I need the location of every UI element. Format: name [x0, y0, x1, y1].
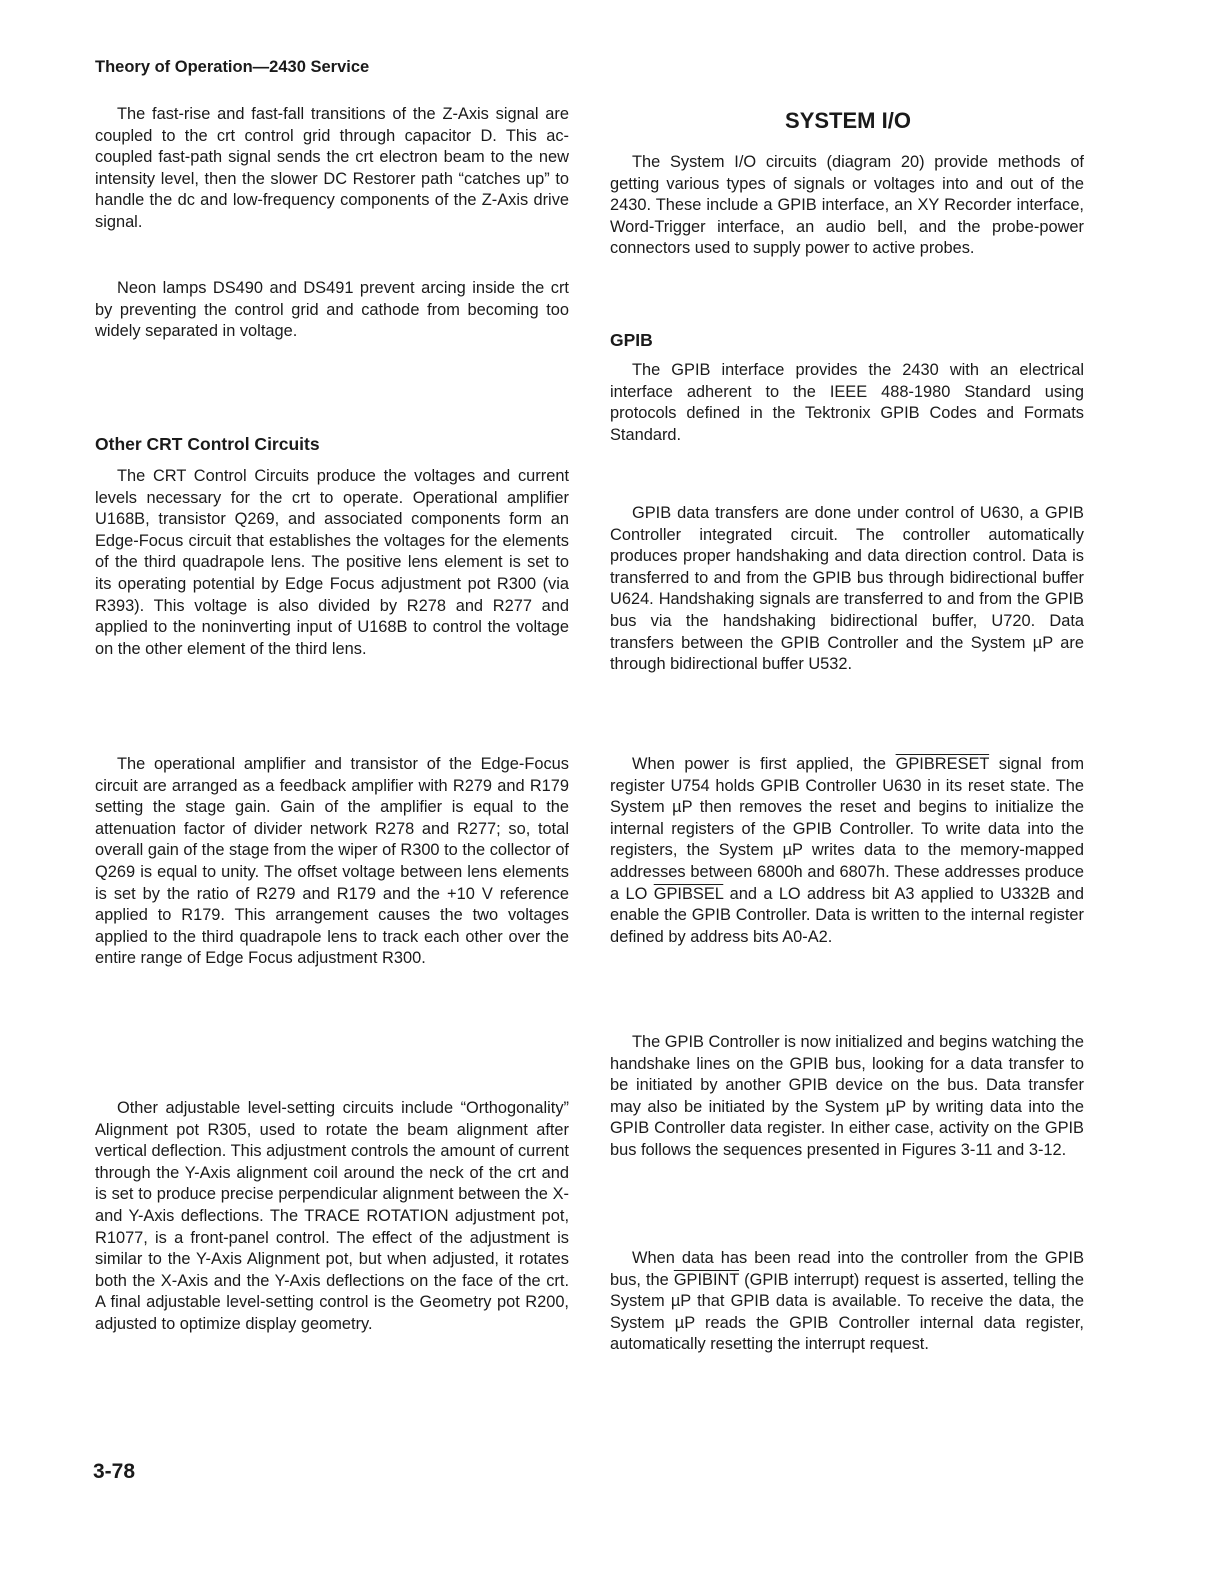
- paragraph-controller-initialized: The GPIB Controller is now initialized and begins watching the handshake lines on the GPIB bus, looking for a data transfer to be initiated by another GPIB device on the bus. Data transfer may also be initiated by the System µP by writing data into the GPIB Controller data register. In either case, activity on the GPIB bus follows the sequences presented in Figures 3-11 and 3-12.: [610, 1033, 1084, 1159]
- paragraph-gpib-transfers: GPIB data transfers are done under control of U630, a GPIB Controller integrated circuit. The controller automatically produces proper handshaking and data direction control. Data is transferred to and from the GPIB bus through bidirectional buffer U624. Handshaking signals are transferred to and from the GPIB bus via the handshaking bidirectional buffer, U720. Data transfers between the GPIB Controller and the System µP are through bidirectional buffer U532.: [610, 504, 1084, 674]
- paragraph-opamp: The operational amplifier and transistor of the Edge-Focus circuit are arranged as a feedback amplifier with R279 and R179 setting the stage gain. Gain of the amplifier is equal to the attenuation factor of divider network R278 and R277; so, total overall gain of the stage from the wiper of R300 to the collector of Q269 is equal to unity. The offset voltage between lens elements is set by the ratio of R279 and R179 and the +10 V reference applied to R179. This arrangement causes the two voltages applied to the third quadrapole lens to track each other over the entire range of Edge Focus adjustment R300.: [95, 755, 569, 968]
- paragraph-gpib-intro: The GPIB interface provides the 2430 with an electrical interface adherent to the IEEE 488-1980 Standard using protocols defined in the Tektronix GPIB Codes and Formats Standard.: [610, 361, 1084, 444]
- text-run: (GPIB interrupt) request is asserted, telling the System µP that GPIB data is available. To receive the data, the System µP reads the GPIB Controller internal data register, automatically resetting the interrupt request.: [610, 1270, 1084, 1354]
- signal-gpibreset: GPIBRESET: [895, 755, 990, 773]
- page-number: 3-78: [93, 1460, 136, 1483]
- paragraph-system-io: The System I/O circuits (diagram 20) provide methods of getting various types of signals or voltages into and out of the 2430. These include a GPIB interface, an XY Recorder interface, Word-Trigger interface, an audio bell, and the probe-power connectors used to supply power to active probes.: [610, 153, 1084, 258]
- text-run: and a LO address bit A3 applied to U332B and enable the GPIB Controller. Data is written to the internal register defined by address bits A0-A2.: [610, 884, 1084, 946]
- text-run: signal from register U754 holds GPIB Controller U630 in its reset state. The System µP then removes the reset and begins to initialize the internal registers of the GPIB Controller. To write data into the registers, the System µP writes data to the memory-mapped addresses between 6800h and 6807h. These addresses produce a LO: [610, 755, 1084, 903]
- paragraph-zaxis: The fast-rise and fast-fall transitions of the Z-Axis signal are coupled to the crt control grid through capacitor D. This ac-coupled fast-path signal sends the crt electron beam to the new intensity level, then the slower DC Restorer path “catches up” to handle the dc and low-frequency components of the Z-Axis drive signal.: [95, 105, 569, 231]
- paragraph-power-applied: [610, 754, 1084, 948]
- heading-other-crt-control: Other CRT Control Circuits: [95, 434, 320, 454]
- text-run: When power is first applied, the: [632, 755, 896, 773]
- paragraph-adjustable: Other adjustable level-setting circuits include “Orthogonality” Alignment pot R305, used to rotate the beam alignment after vertical deflection. This adjustment controls the amount of current through the Y-Axis alignment coil around the neck of the crt and is set to produce precise perpendicular alignment between the X- and Y-Axis deflections. The TRACE ROTATION adjustment pot, R1077, is a front-panel control. The effect of the adjustment is similar to the Y-Axis Alignment pot, but when adjusted, it rotates both the X-Axis and the Y-Axis deflections on the face of the crt. A final adjustable level-setting control is the Geometry pot R200, adjusted to optimize display geometry.: [95, 1099, 569, 1333]
- running-header: Theory of Operation—2430 Service: [95, 58, 370, 76]
- paragraph-data-read: [610, 1248, 1084, 1356]
- text-run: When data has been read into the controller from the GPIB bus, the: [610, 1249, 1084, 1289]
- heading-gpib: GPIB: [610, 330, 653, 350]
- paragraph-crt-control: The CRT Control Circuits produce the voltages and current levels necessary for the crt to operate. Operational amplifier U168B, transistor Q269, and associated components form an Edge-Focus circuit that establishes the voltages for the elements of the third quadrapole lens. The positive lens element is set to its operating potential by Edge Focus adjustment pot R300 (via R393). This voltage is also divided by R278 and R277 and applied to the noninverting input of U168B to control the voltage on the other element of the third lens.: [95, 467, 569, 658]
- signal-gpibint: GPIBINT: [673, 1270, 740, 1289]
- paragraph-neon-lamps: Neon lamps DS490 and DS491 prevent arcing inside the crt by preventing the control grid and cathode from becoming too widely separated in voltage.: [95, 279, 569, 341]
- heading-system-io: SYSTEM I/O: [785, 108, 911, 133]
- signal-gpibsel: GPIBSEL: [653, 884, 724, 903]
